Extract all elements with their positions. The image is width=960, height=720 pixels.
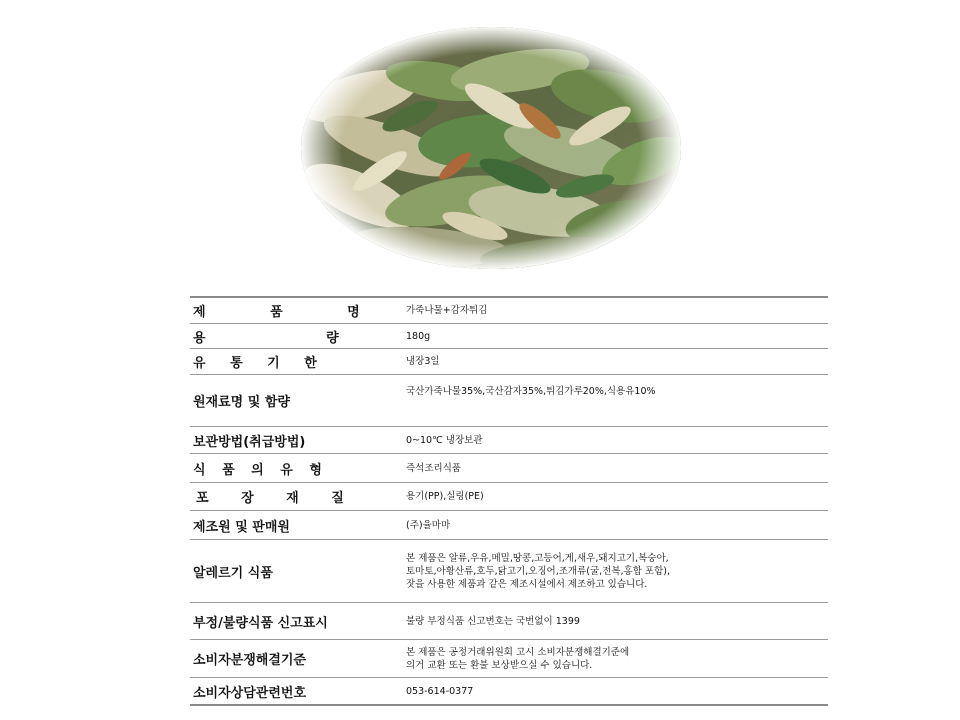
table-row-ingredients: [190, 375, 828, 427]
row-label: 소비자상담관련번호: [193, 685, 307, 701]
row-value: 053-614-0377: [406, 685, 474, 697]
row-label: 제 품 명: [193, 305, 390, 320]
row-label: 제조원 및 판매원: [193, 519, 290, 535]
product-photo: [300, 26, 682, 270]
row-label: 보관방법(취급방법): [193, 434, 306, 450]
row-label: 소비자분쟁해결기준: [193, 653, 307, 668]
table-row-fraud-report: [190, 603, 828, 640]
table-row-storage: [190, 427, 828, 454]
row-value: 본 제품은 공정거래위원회 고시 소비자분쟁해결기준에 의거 교환 또는 환불 보상받으실 수 있습니다.: [406, 646, 630, 671]
row-value: 냉장3일: [406, 356, 440, 367]
fried-greens-image: [300, 26, 682, 270]
row-label: 부정/불량식품 신고표시: [193, 615, 328, 631]
row-value: 국산가죽나물35%,국산감자35%,튀김가루20%,식용유10%: [406, 386, 656, 397]
product-info-table: [190, 296, 828, 706]
row-value: 본 제품은 알류,우유,메밀,땅콩,고등어,게,새우,돼지고기,복숭아, 토마토,아황산류,호두,닭고기,오징어,조개류(굴,전복,홍합 포함), 잣을 사용한 제품과 같은 제조시설에서 제조하고 있습니다.: [406, 552, 671, 590]
table-row-manufacturer: [190, 511, 828, 540]
table-row-product-name: [190, 298, 828, 324]
row-value: 용기(PP),실링(PE): [406, 491, 484, 502]
row-value: 0~10℃ 냉장보관: [406, 434, 483, 446]
row-value: 즉석조리식품: [406, 462, 462, 474]
table-row-allergens: [190, 540, 828, 603]
row-label: 용 량: [193, 330, 397, 346]
row-value: 180g: [406, 330, 431, 342]
row-label: 식 품 의 유 형: [193, 462, 328, 478]
row-label: 원재료명 및 함량: [193, 395, 290, 410]
row-label: 유 통 기 한: [193, 356, 327, 371]
row-label: 알레르기 식품: [193, 565, 273, 581]
table-row-consumer-contact: [190, 678, 828, 706]
row-value: 가죽나물+감자튀김: [406, 305, 488, 316]
table-row-consumer-dispute: [190, 640, 828, 678]
table-row-capacity: [190, 324, 828, 349]
table-row-shelf-life: [190, 349, 828, 375]
row-value: (주)율마마: [406, 519, 451, 531]
table-row-packaging: [190, 483, 828, 511]
row-label: 포 장 재 질: [196, 491, 358, 506]
row-value: 불량 부정식품 신고번호는 국번없이 1399: [406, 615, 580, 627]
table-row-food-type: [190, 454, 828, 483]
